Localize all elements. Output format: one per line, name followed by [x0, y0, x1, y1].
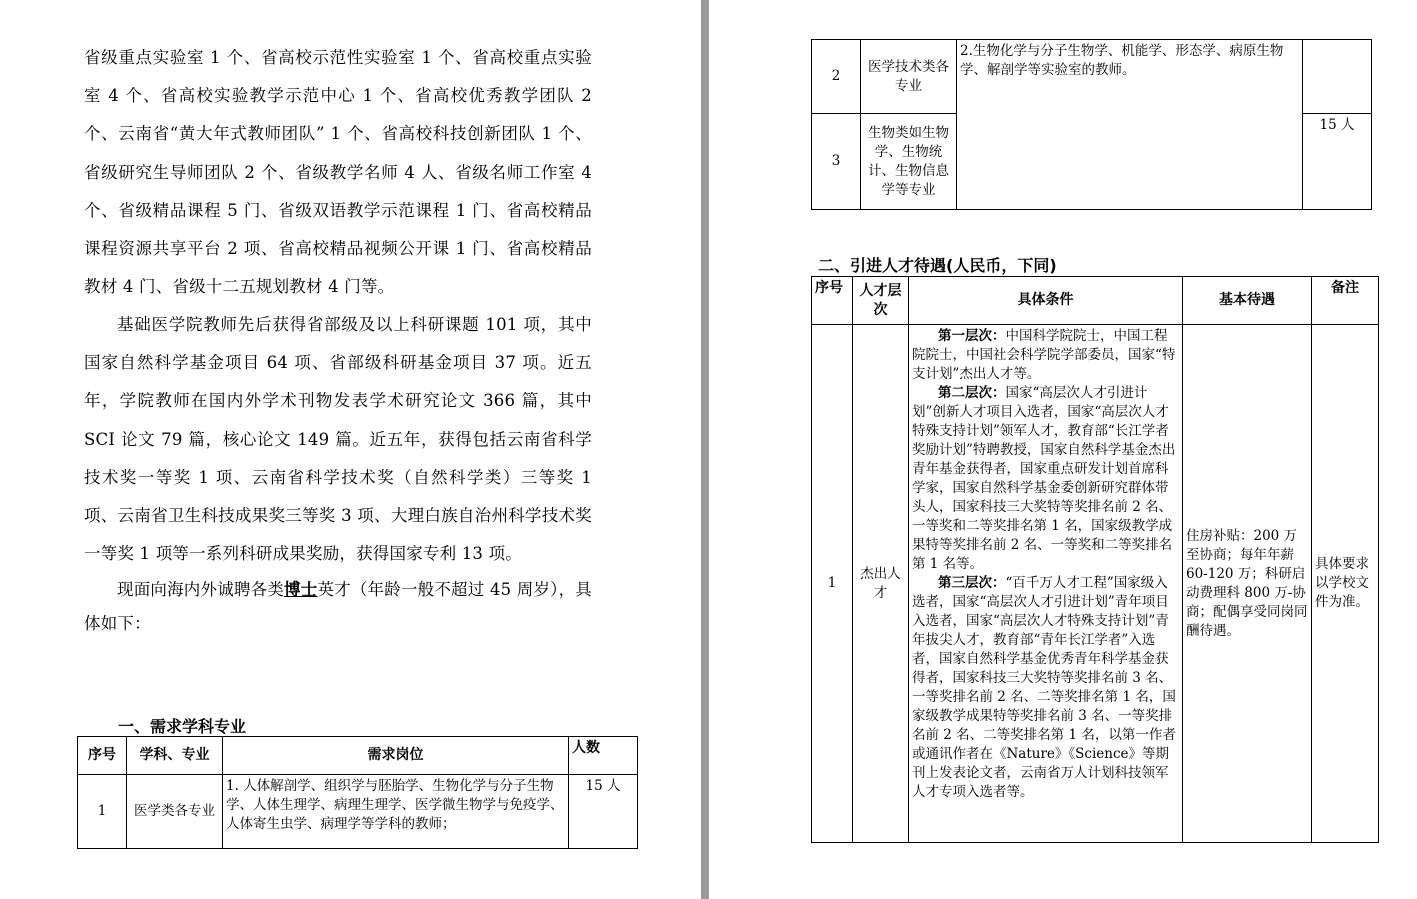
header-major: 学科、专业: [127, 737, 223, 775]
page-gutter: [701, 0, 709, 899]
paragraph-labs-and-teams: 省级重点实验室 1 个、省高校示范性实验室 1 个、省高校重点实验室 4 个、省高校实验教学示范中心 1 个、省高校优秀教学团队 2 个、云南省“黄大年式教师团队” 1 个、省高校科技创新团队 1 个、省级研究生导师团队 2 个、省级教学名师 4 人、省级名师工作室 4 个、省级精品课程 5 门、省级双语教学示范课程 1 门、省高校精品课程资源共享平台 2 项、省高校精品视频公开课 1 门、省高校精品教材 4 门、省级十二五规划教材 4 门等。: [84, 48, 592, 297]
table-header-row: [812, 277, 1379, 325]
tier1-text: 中国科学院院士，中国工程院院士，中国社会科学院学部委员，国家“特支计划”杰出人才等。: [912, 328, 1176, 382]
paragraph-recruitment-intro: [84, 573, 592, 641]
tier2: [912, 384, 1179, 574]
section2-title: 二、引进人才待遇(人民币，下同): [818, 256, 1057, 275]
intro-emphasis-doctor: 博士: [284, 580, 318, 599]
table-row: [812, 325, 1379, 843]
tier1-label: 第一层次：: [938, 328, 1006, 344]
header-benefits: 基本待遇: [1183, 277, 1312, 325]
header-post: 需求岗位: [223, 737, 569, 775]
row1-level: 杰出人才: [853, 325, 909, 843]
tier3-text: “百千万人才工程”国家级入选者，国家“高层次人才引进计划”青年项目入选者，国家“高层次人才特殊支持计划”青年拔尖人才，教育部“青年长江学者”入选者，国家自然科学基金优秀青年科学基金获得者，国家科技三大奖特等奖排名前 3 名、一等奖排名前 2 名、二等奖排名第 1 名，国家级教学成果特等奖排名前 3 名、一等奖排名前 2 名、二等奖排名第 1 名，以第一作者或通讯作者在《Nature》《Science》等期刊上发表论文者，云南省万人计划科技领军人才专项入选者等。: [912, 575, 1176, 800]
row1-conditions: [909, 325, 1183, 843]
section1-title: 一、需求学科专业: [118, 717, 247, 736]
tier3: [912, 574, 1179, 802]
demand-table-continued: [811, 39, 1372, 210]
row1-no: 1: [78, 775, 127, 849]
row1-major: 医学类各专业: [127, 775, 223, 849]
benefits-table: [811, 276, 1379, 843]
header-no: 序号: [78, 737, 127, 775]
document-page-right: [709, 0, 1417, 899]
row2-no: 2: [812, 40, 861, 114]
header-level: 人才层次: [853, 277, 909, 325]
row3-count: 15 人: [1303, 114, 1372, 210]
row2-count: [1303, 40, 1372, 114]
tier2-text: 国家“高层次人才引进计划”创新人才项目入选者，国家“高层次人才特殊支持计划”领军人才，教育部“长江学者奖励计划”特聘教授，国家自然科学基金杰出青年基金获得者，国家重点研发计划首席科学家，国家自然科学基金委创新研究群体带头人，国家科技三大奖特等奖排名前 2 名、一等奖和二等奖排名第 1 名，国家级教学成果特等奖排名前 2 名、一等奖和二等奖排名第 1 名等。: [912, 385, 1176, 572]
row1-post: 1. 人体解剖学、组织学与胚胎学、生物化学与分子生物学、人体生理学、病理生理学、医学微生物学与免疫学、人体寄生虫学、病理学等学科的教师；: [223, 775, 569, 849]
tier1: [912, 327, 1179, 384]
row1-benefits: 住房补贴：200 万至协商；每年年薪 60-120 万；科研启动费理科 800 万-协商；配偶享受同岗同酬待遇。: [1183, 325, 1312, 843]
row1-no: 1: [812, 325, 853, 843]
header-conditions: 具体条件: [909, 277, 1183, 325]
row3-no: 3: [812, 114, 861, 210]
row2-major: 医学技术类各专业: [861, 40, 957, 114]
paragraph-research-achievements: 基础医学院教师先后获得省部级及以上科研课题 101 项，其中国家自然科学基金项目 64 项、省部级科研基金项目 37 项。近五年，学院教师在国内外学术刊物发表学术研究论文 366 篇，其中 SCI 论文 79 篇，核心论文 149 篇。近五年，获得包括云南省科学技术奖一等奖 1 项、云南省科学技术奖（自然科学类）三等奖 1 项、云南省卫生科技成果奖三等奖 3 项、大理白族自治州科学技术奖一等奖 1 项等一系列科研成果奖励，获得国家专利 13 项。: [84, 315, 592, 564]
row1-count: 15 人: [569, 775, 638, 849]
row2-post: 2.生物化学与分子生物学、机能学、形态学、病原生物学、解剖学等实验室的教师。: [957, 40, 1303, 210]
intro-text-after: 英才（年龄一般不超过 45 周岁），具体如下：: [84, 580, 592, 633]
header-count: 人数: [569, 737, 638, 775]
header-notes: 备注: [1312, 277, 1379, 325]
table-header-row: [78, 737, 638, 775]
table-row: [78, 775, 638, 849]
intro-text-before: 现面向海内外诚聘各类: [117, 580, 285, 599]
row1-notes: 具体要求以学校文件为准。: [1312, 325, 1379, 843]
tier2-label: 第二层次：: [938, 385, 1006, 401]
document-page-left: [0, 0, 701, 899]
table-row: [812, 40, 1372, 114]
row3-major: 生物类如生物学、生物统计、生物信息学等专业: [861, 114, 957, 210]
tier3-label: 第三层次：: [938, 575, 1006, 591]
header-no: 序号: [812, 277, 853, 325]
demand-table: [77, 736, 638, 849]
